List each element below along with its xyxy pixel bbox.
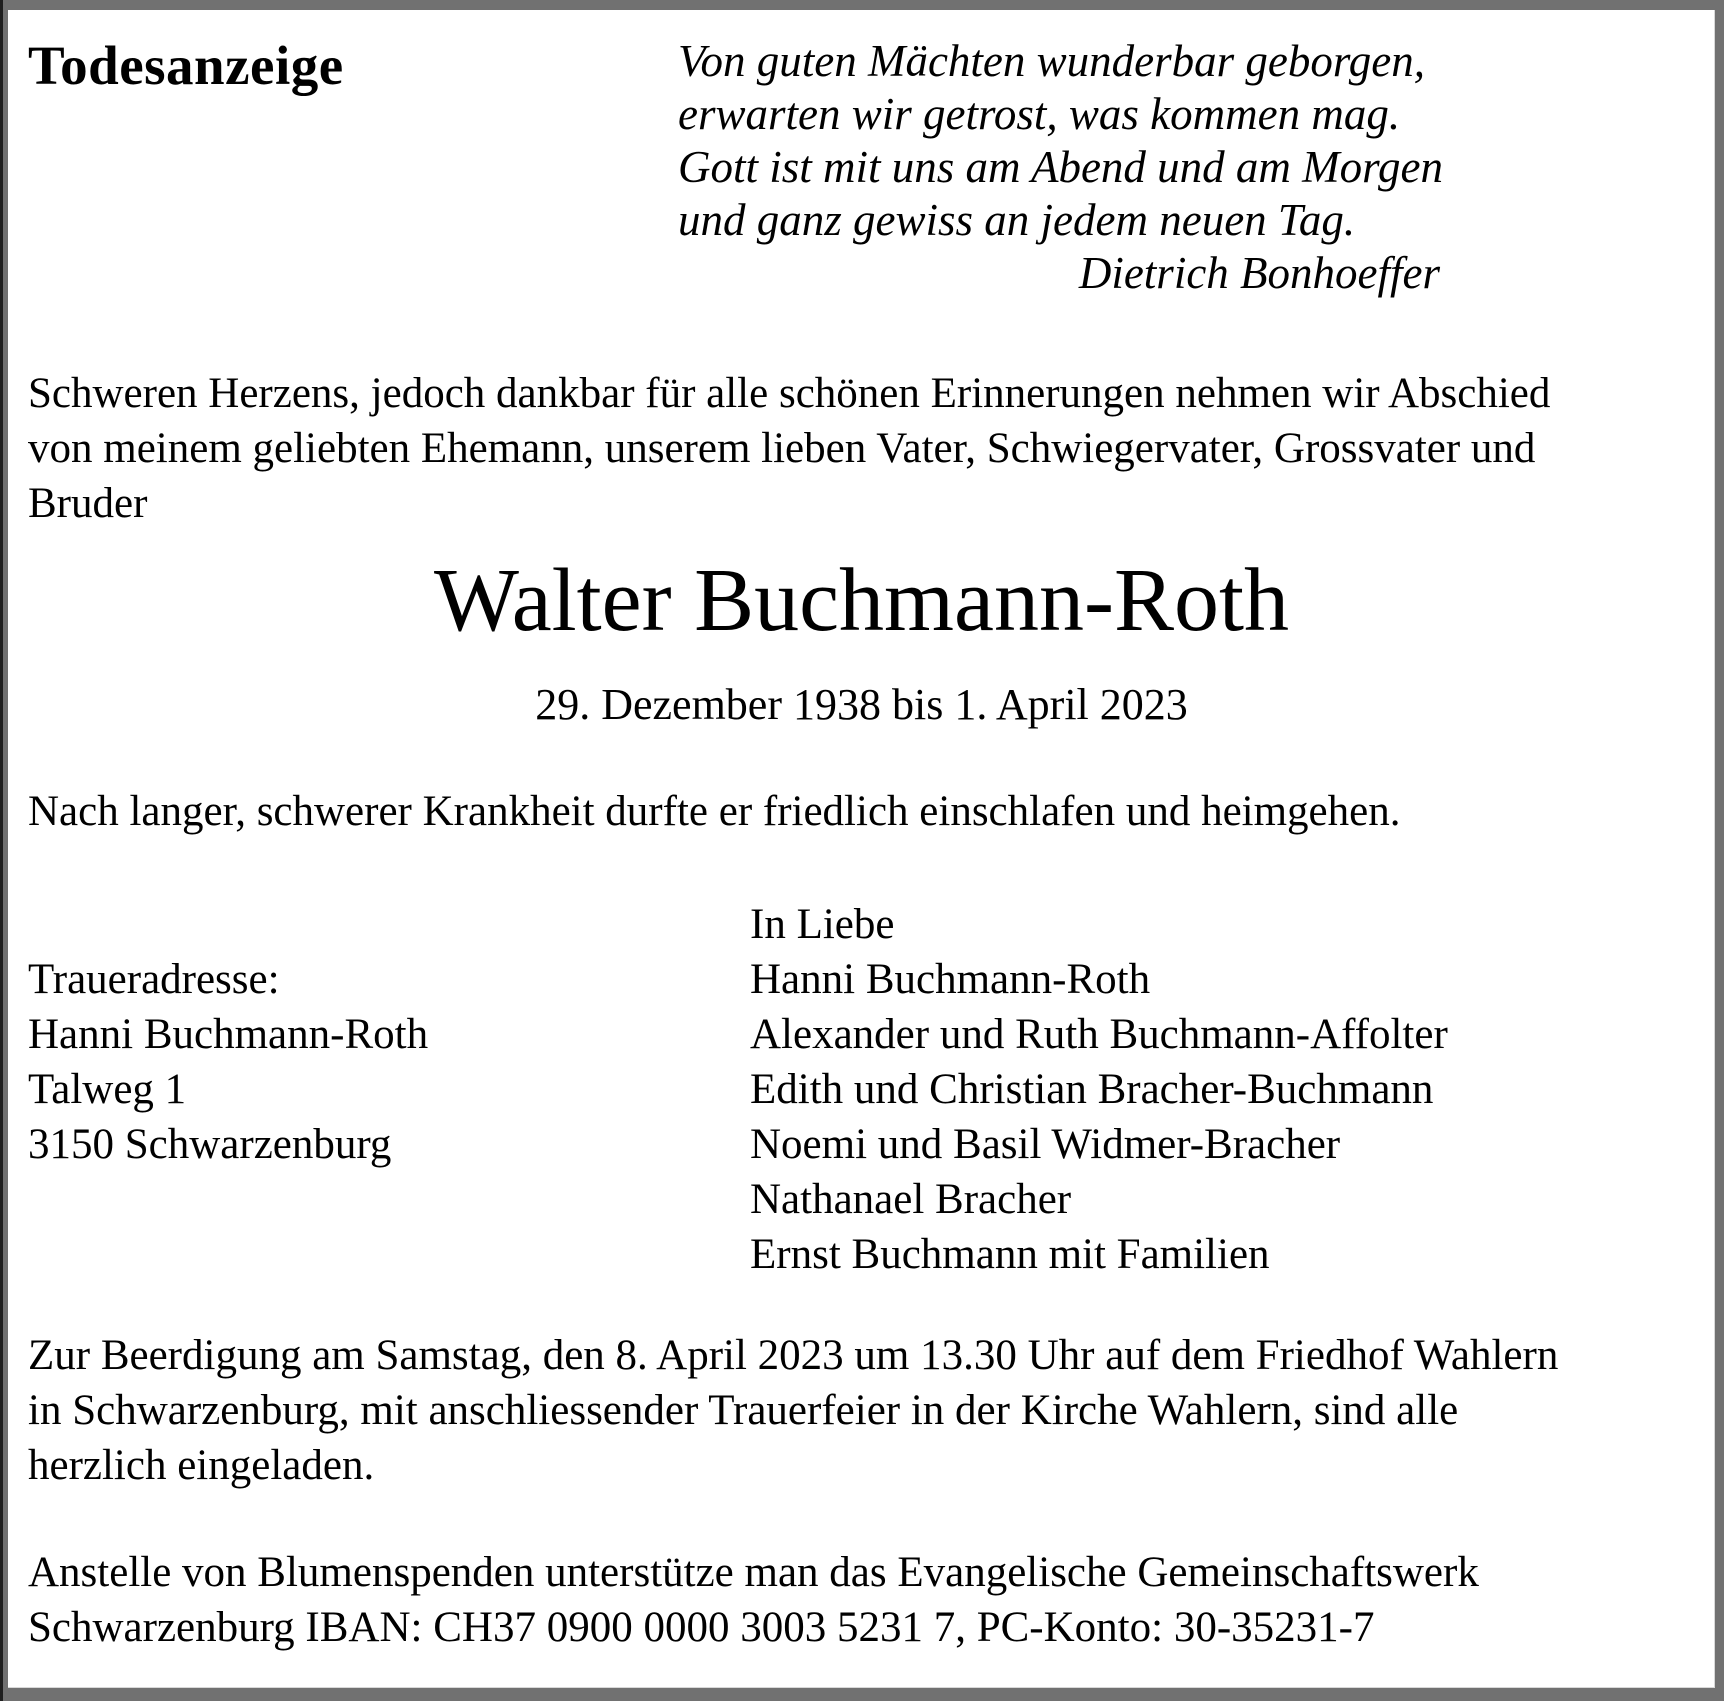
poem-block (678, 35, 1443, 300)
address-and-family-section (28, 897, 1695, 1282)
donation-paragraph (28, 1545, 1695, 1655)
scan-edge-line (0, 0, 3, 1701)
funeral-paragraph (28, 1328, 1695, 1493)
intro-line: von meinem geliebten Ehemann, unserem lieben Vater, Schwiegervater, Grossvater und (28, 425, 1536, 472)
family-block (750, 897, 1695, 1282)
family-member: Nathanael Bracher (750, 1176, 1072, 1223)
passing-line: Nach langer, schwerer Krankheit durfte er friedlich einschlafen und heimgehen. (28, 788, 1401, 835)
address-line: Talweg 1 (28, 1066, 187, 1113)
intro-line: Bruder (28, 480, 148, 527)
poem-attribution: Dietrich Bonhoeffer (1078, 248, 1440, 298)
family-member: Edith und Christian Bracher-Buchmann (750, 1066, 1434, 1113)
funeral-line: Zur Beerdigung am Samstag, den 8. April 2023 um 13.30 Uhr auf dem Friedhof Wahlern (28, 1332, 1559, 1379)
address-line: 3150 Schwarzenburg (28, 1121, 392, 1168)
mourning-address-block (28, 952, 750, 1282)
life-dates: 29. Dezember 1938 bis 1. April 2023 (535, 680, 1188, 729)
header-section (28, 35, 1695, 300)
poem-line: erwarten wir getrost, was kommen mag. (678, 89, 1401, 139)
deceased-name: Walter Buchmann-Roth (433, 551, 1290, 650)
intro-paragraph (28, 366, 1695, 531)
funeral-line: in Schwarzenburg, mit anschliessender Trauerfeier in der Kirche Wahlern, sind alle (28, 1387, 1459, 1434)
poem-line: und ganz gewiss an jedem neuen Tag. (678, 195, 1356, 245)
passing-paragraph (28, 784, 1695, 839)
poem-line: Von guten Mächten wunderbar geborgen, (678, 36, 1425, 86)
family-member: Noemi und Basil Widmer-Bracher (750, 1121, 1341, 1168)
intro-line: Schweren Herzens, jedoch dankbar für alle schönen Erinnerungen nehmen wir Abschied (28, 370, 1551, 417)
donation-line: Schwarzenburg IBAN: CH37 0900 0000 3003 5231 7, PC-Konto: 30-35231-7 (28, 1604, 1375, 1651)
poem-line: Gott ist mit uns am Abend und am Morgen (678, 142, 1443, 192)
family-member: Alexander und Ruth Buchmann-Affolter (750, 1011, 1448, 1058)
family-member: Ernst Buchmann mit Familien (750, 1231, 1270, 1278)
family-member: Hanni Buchmann-Roth (750, 956, 1151, 1003)
mourning-address-label: Traueradresse: (28, 956, 280, 1003)
funeral-line: herzlich eingeladen. (28, 1442, 375, 1489)
page-title: Todesanzeige (28, 35, 344, 96)
family-heading: In Liebe (750, 901, 895, 948)
address-line: Hanni Buchmann-Roth (28, 1011, 429, 1058)
obituary-page (8, 10, 1715, 1688)
donation-line: Anstelle von Blumenspenden unterstütze man das Evangelische Gemeinschaftswerk (28, 1549, 1479, 1596)
